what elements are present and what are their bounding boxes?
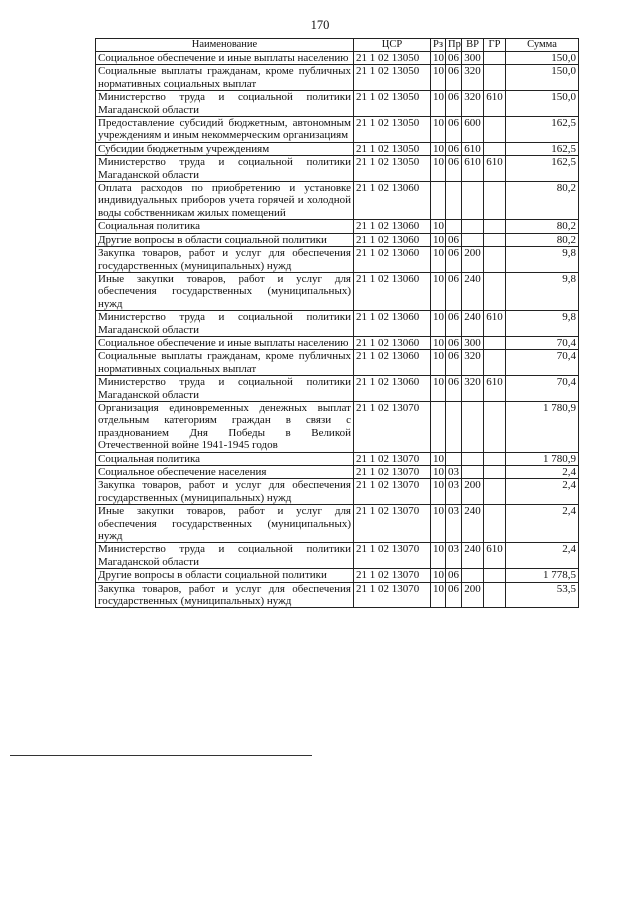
row-vr: 320 <box>462 91 484 117</box>
row-pr: 06 <box>446 376 462 402</box>
row-csr: 21 1 02 13050 <box>354 156 431 182</box>
row-vr: 320 <box>462 376 484 402</box>
row-name: Закупка товаров, работ и услуг для обеспечения государственных (муниципальных) нужд <box>96 582 354 608</box>
row-csr: 21 1 02 13060 <box>354 272 431 310</box>
table-row <box>96 233 579 246</box>
row-gr <box>484 233 506 246</box>
row-pr: 06 <box>446 91 462 117</box>
row-name: Социальная политика <box>96 220 354 233</box>
row-csr: 21 1 02 13060 <box>354 376 431 402</box>
row-name: Социальное обеспечение населения <box>96 466 354 479</box>
row-gr: 610 <box>484 156 506 182</box>
row-sum: 53,5 <box>506 582 579 608</box>
row-sum: 70,4 <box>506 376 579 402</box>
row-gr <box>484 65 506 91</box>
row-gr <box>484 220 506 233</box>
row-sum: 150,0 <box>506 52 579 65</box>
row-rz: 10 <box>431 582 446 608</box>
row-csr: 21 1 02 13060 <box>354 350 431 376</box>
row-name: Министерство труда и социальной политики Магаданской области <box>96 543 354 569</box>
row-rz: 10 <box>431 311 446 337</box>
row-name: Социальные выплаты гражданам, кроме публичных нормативных социальных выплат <box>96 65 354 91</box>
table-row <box>96 117 579 143</box>
row-sum: 2,4 <box>506 543 579 569</box>
row-sum: 70,4 <box>506 350 579 376</box>
table-row <box>96 52 579 65</box>
row-sum: 9,8 <box>506 272 579 310</box>
row-rz: 10 <box>431 376 446 402</box>
row-pr: 06 <box>446 582 462 608</box>
table-row <box>96 543 579 569</box>
row-vr: 600 <box>462 117 484 143</box>
row-gr: 610 <box>484 91 506 117</box>
row-name: Социальная политика <box>96 452 354 465</box>
row-csr: 21 1 02 13050 <box>354 117 431 143</box>
row-name: Социальные выплаты гражданам, кроме публичных нормативных социальных выплат <box>96 350 354 376</box>
row-vr: 240 <box>462 505 484 543</box>
row-pr: 03 <box>446 479 462 505</box>
row-sum: 150,0 <box>506 91 579 117</box>
row-name: Иные закупки товаров, работ и услуг для обеспечения государственных (муниципальных) нужд <box>96 505 354 543</box>
row-vr <box>462 569 484 582</box>
row-csr: 21 1 02 13070 <box>354 569 431 582</box>
row-gr <box>484 582 506 608</box>
row-rz: 10 <box>431 466 446 479</box>
table-row <box>96 91 579 117</box>
row-rz: 10 <box>431 272 446 310</box>
row-pr <box>446 220 462 233</box>
row-pr: 06 <box>446 247 462 273</box>
row-name: Иные закупки товаров, работ и услуг для обеспечения государственных (муниципальных) нужд <box>96 272 354 310</box>
row-csr: 21 1 02 13070 <box>354 582 431 608</box>
row-vr <box>462 233 484 246</box>
row-gr <box>484 569 506 582</box>
row-csr: 21 1 02 13070 <box>354 466 431 479</box>
row-name: Социальное обеспечение и иные выплаты населению <box>96 336 354 349</box>
row-csr: 21 1 02 13060 <box>354 247 431 273</box>
row-name: Министерство труда и социальной политики Магаданской области <box>96 91 354 117</box>
header-sum: Сумма <box>506 39 579 52</box>
row-pr: 06 <box>446 65 462 91</box>
row-pr: 03 <box>446 505 462 543</box>
row-gr <box>484 401 506 452</box>
row-sum: 80,2 <box>506 220 579 233</box>
row-rz <box>431 182 446 220</box>
row-sum: 2,4 <box>506 505 579 543</box>
row-pr: 06 <box>446 311 462 337</box>
header-rz: Рз <box>431 39 446 52</box>
row-sum: 1 780,9 <box>506 401 579 452</box>
row-pr <box>446 401 462 452</box>
row-name: Министерство труда и социальной политики Магаданской области <box>96 376 354 402</box>
row-csr: 21 1 02 13060 <box>354 220 431 233</box>
row-csr: 21 1 02 13060 <box>354 182 431 220</box>
table-row <box>96 452 579 465</box>
row-pr: 03 <box>446 543 462 569</box>
row-vr <box>462 220 484 233</box>
row-pr: 06 <box>446 336 462 349</box>
table-row <box>96 466 579 479</box>
row-rz: 10 <box>431 91 446 117</box>
row-vr <box>462 182 484 220</box>
row-sum: 2,4 <box>506 479 579 505</box>
row-pr: 06 <box>446 52 462 65</box>
row-gr <box>484 272 506 310</box>
row-pr: 06 <box>446 142 462 155</box>
row-rz: 10 <box>431 336 446 349</box>
header-pr: Пр <box>446 39 462 52</box>
row-gr: 610 <box>484 311 506 337</box>
row-vr <box>462 466 484 479</box>
row-csr: 21 1 02 13060 <box>354 336 431 349</box>
table-row <box>96 142 579 155</box>
row-sum: 1 780,9 <box>506 452 579 465</box>
row-name: Другие вопросы в области социальной политики <box>96 233 354 246</box>
row-pr: 03 <box>446 466 462 479</box>
row-sum: 9,8 <box>506 247 579 273</box>
row-rz <box>431 401 446 452</box>
table-row <box>96 582 579 608</box>
row-sum: 80,2 <box>506 182 579 220</box>
table-row <box>96 376 579 402</box>
header-csr: ЦСР <box>354 39 431 52</box>
row-csr: 21 1 02 13070 <box>354 452 431 465</box>
row-gr <box>484 336 506 349</box>
row-csr: 21 1 02 13060 <box>354 311 431 337</box>
header-vr: ВР <box>462 39 484 52</box>
table-header-row <box>96 39 579 52</box>
row-csr: 21 1 02 13070 <box>354 543 431 569</box>
row-gr <box>484 247 506 273</box>
row-vr: 610 <box>462 142 484 155</box>
row-csr: 21 1 02 13050 <box>354 52 431 65</box>
row-sum: 9,8 <box>506 311 579 337</box>
table-row <box>96 247 579 273</box>
row-pr: 06 <box>446 117 462 143</box>
row-gr <box>484 505 506 543</box>
row-sum: 70,4 <box>506 336 579 349</box>
row-sum: 150,0 <box>506 65 579 91</box>
row-gr <box>484 182 506 220</box>
table-row <box>96 479 579 505</box>
row-rz: 10 <box>431 156 446 182</box>
table-row <box>96 336 579 349</box>
row-rz: 10 <box>431 52 446 65</box>
row-rz: 10 <box>431 569 446 582</box>
row-gr: 610 <box>484 376 506 402</box>
row-name: Организация единовременных денежных выплат отдельным категориям граждан в связи с празднованием Дня Победы в Великой Отечественной войне 1941-1945 годов <box>96 401 354 452</box>
row-rz: 10 <box>431 543 446 569</box>
row-vr: 300 <box>462 52 484 65</box>
footnote-divider <box>10 755 312 756</box>
row-vr: 320 <box>462 65 484 91</box>
row-vr: 240 <box>462 311 484 337</box>
row-gr <box>484 350 506 376</box>
row-pr: 06 <box>446 156 462 182</box>
row-csr: 21 1 02 13060 <box>354 233 431 246</box>
row-sum: 80,2 <box>506 233 579 246</box>
row-pr <box>446 182 462 220</box>
table-row <box>96 311 579 337</box>
row-vr: 200 <box>462 582 484 608</box>
row-name: Социальное обеспечение и иные выплаты населению <box>96 52 354 65</box>
row-csr: 21 1 02 13070 <box>354 401 431 452</box>
row-name: Министерство труда и социальной политики Магаданской области <box>96 156 354 182</box>
row-vr: 300 <box>462 336 484 349</box>
row-gr <box>484 52 506 65</box>
table-row <box>96 220 579 233</box>
row-vr: 610 <box>462 156 484 182</box>
row-csr: 21 1 02 13050 <box>354 65 431 91</box>
table-row <box>96 505 579 543</box>
row-vr: 240 <box>462 272 484 310</box>
table-row <box>96 569 579 582</box>
row-pr: 06 <box>446 233 462 246</box>
row-rz: 10 <box>431 117 446 143</box>
row-vr <box>462 401 484 452</box>
table-row <box>96 156 579 182</box>
row-rz: 10 <box>431 233 446 246</box>
table-body <box>96 52 579 608</box>
row-gr <box>484 466 506 479</box>
row-vr <box>462 452 484 465</box>
row-csr: 21 1 02 13050 <box>354 142 431 155</box>
row-gr <box>484 452 506 465</box>
row-name: Закупка товаров, работ и услуг для обеспечения государственных (муниципальных) нужд <box>96 479 354 505</box>
row-sum: 162,5 <box>506 156 579 182</box>
row-rz: 10 <box>431 142 446 155</box>
row-vr: 200 <box>462 247 484 273</box>
row-sum: 162,5 <box>506 142 579 155</box>
row-vr: 240 <box>462 543 484 569</box>
row-sum: 162,5 <box>506 117 579 143</box>
row-name: Субсидии бюджетным учреждениям <box>96 142 354 155</box>
row-sum: 2,4 <box>506 466 579 479</box>
table-row <box>96 272 579 310</box>
row-rz: 10 <box>431 452 446 465</box>
page-number: 170 <box>310 18 330 32</box>
row-pr: 06 <box>446 272 462 310</box>
table-row <box>96 182 579 220</box>
row-pr: 06 <box>446 569 462 582</box>
header-name: Наименование <box>96 39 354 52</box>
row-gr: 610 <box>484 543 506 569</box>
row-name: Закупка товаров, работ и услуг для обеспечения государственных (муниципальных) нужд <box>96 247 354 273</box>
table-row <box>96 350 579 376</box>
table-row <box>96 65 579 91</box>
header-gr: ГР <box>484 39 506 52</box>
table-row <box>96 401 579 452</box>
row-sum: 1 778,5 <box>506 569 579 582</box>
row-rz: 10 <box>431 65 446 91</box>
row-rz: 10 <box>431 479 446 505</box>
row-pr <box>446 452 462 465</box>
row-csr: 21 1 02 13070 <box>354 479 431 505</box>
row-name: Другие вопросы в области социальной политики <box>96 569 354 582</box>
row-csr: 21 1 02 13050 <box>354 91 431 117</box>
row-name: Оплата расходов по приобретению и установке индивидуальных приборов учета горячей и холодной воды собственникам жилых помещений <box>96 182 354 220</box>
row-vr: 320 <box>462 350 484 376</box>
row-vr: 200 <box>462 479 484 505</box>
row-rz: 10 <box>431 505 446 543</box>
row-pr: 06 <box>446 350 462 376</box>
row-gr <box>484 479 506 505</box>
row-rz: 10 <box>431 350 446 376</box>
row-gr <box>484 142 506 155</box>
row-name: Предоставление субсидий бюджетным, автономным учреждениям и иным некоммерческим организациям <box>96 117 354 143</box>
row-gr <box>484 117 506 143</box>
row-name: Министерство труда и социальной политики Магаданской области <box>96 311 354 337</box>
row-rz: 10 <box>431 220 446 233</box>
row-rz: 10 <box>431 247 446 273</box>
budget-table <box>95 38 579 608</box>
row-csr: 21 1 02 13070 <box>354 505 431 543</box>
